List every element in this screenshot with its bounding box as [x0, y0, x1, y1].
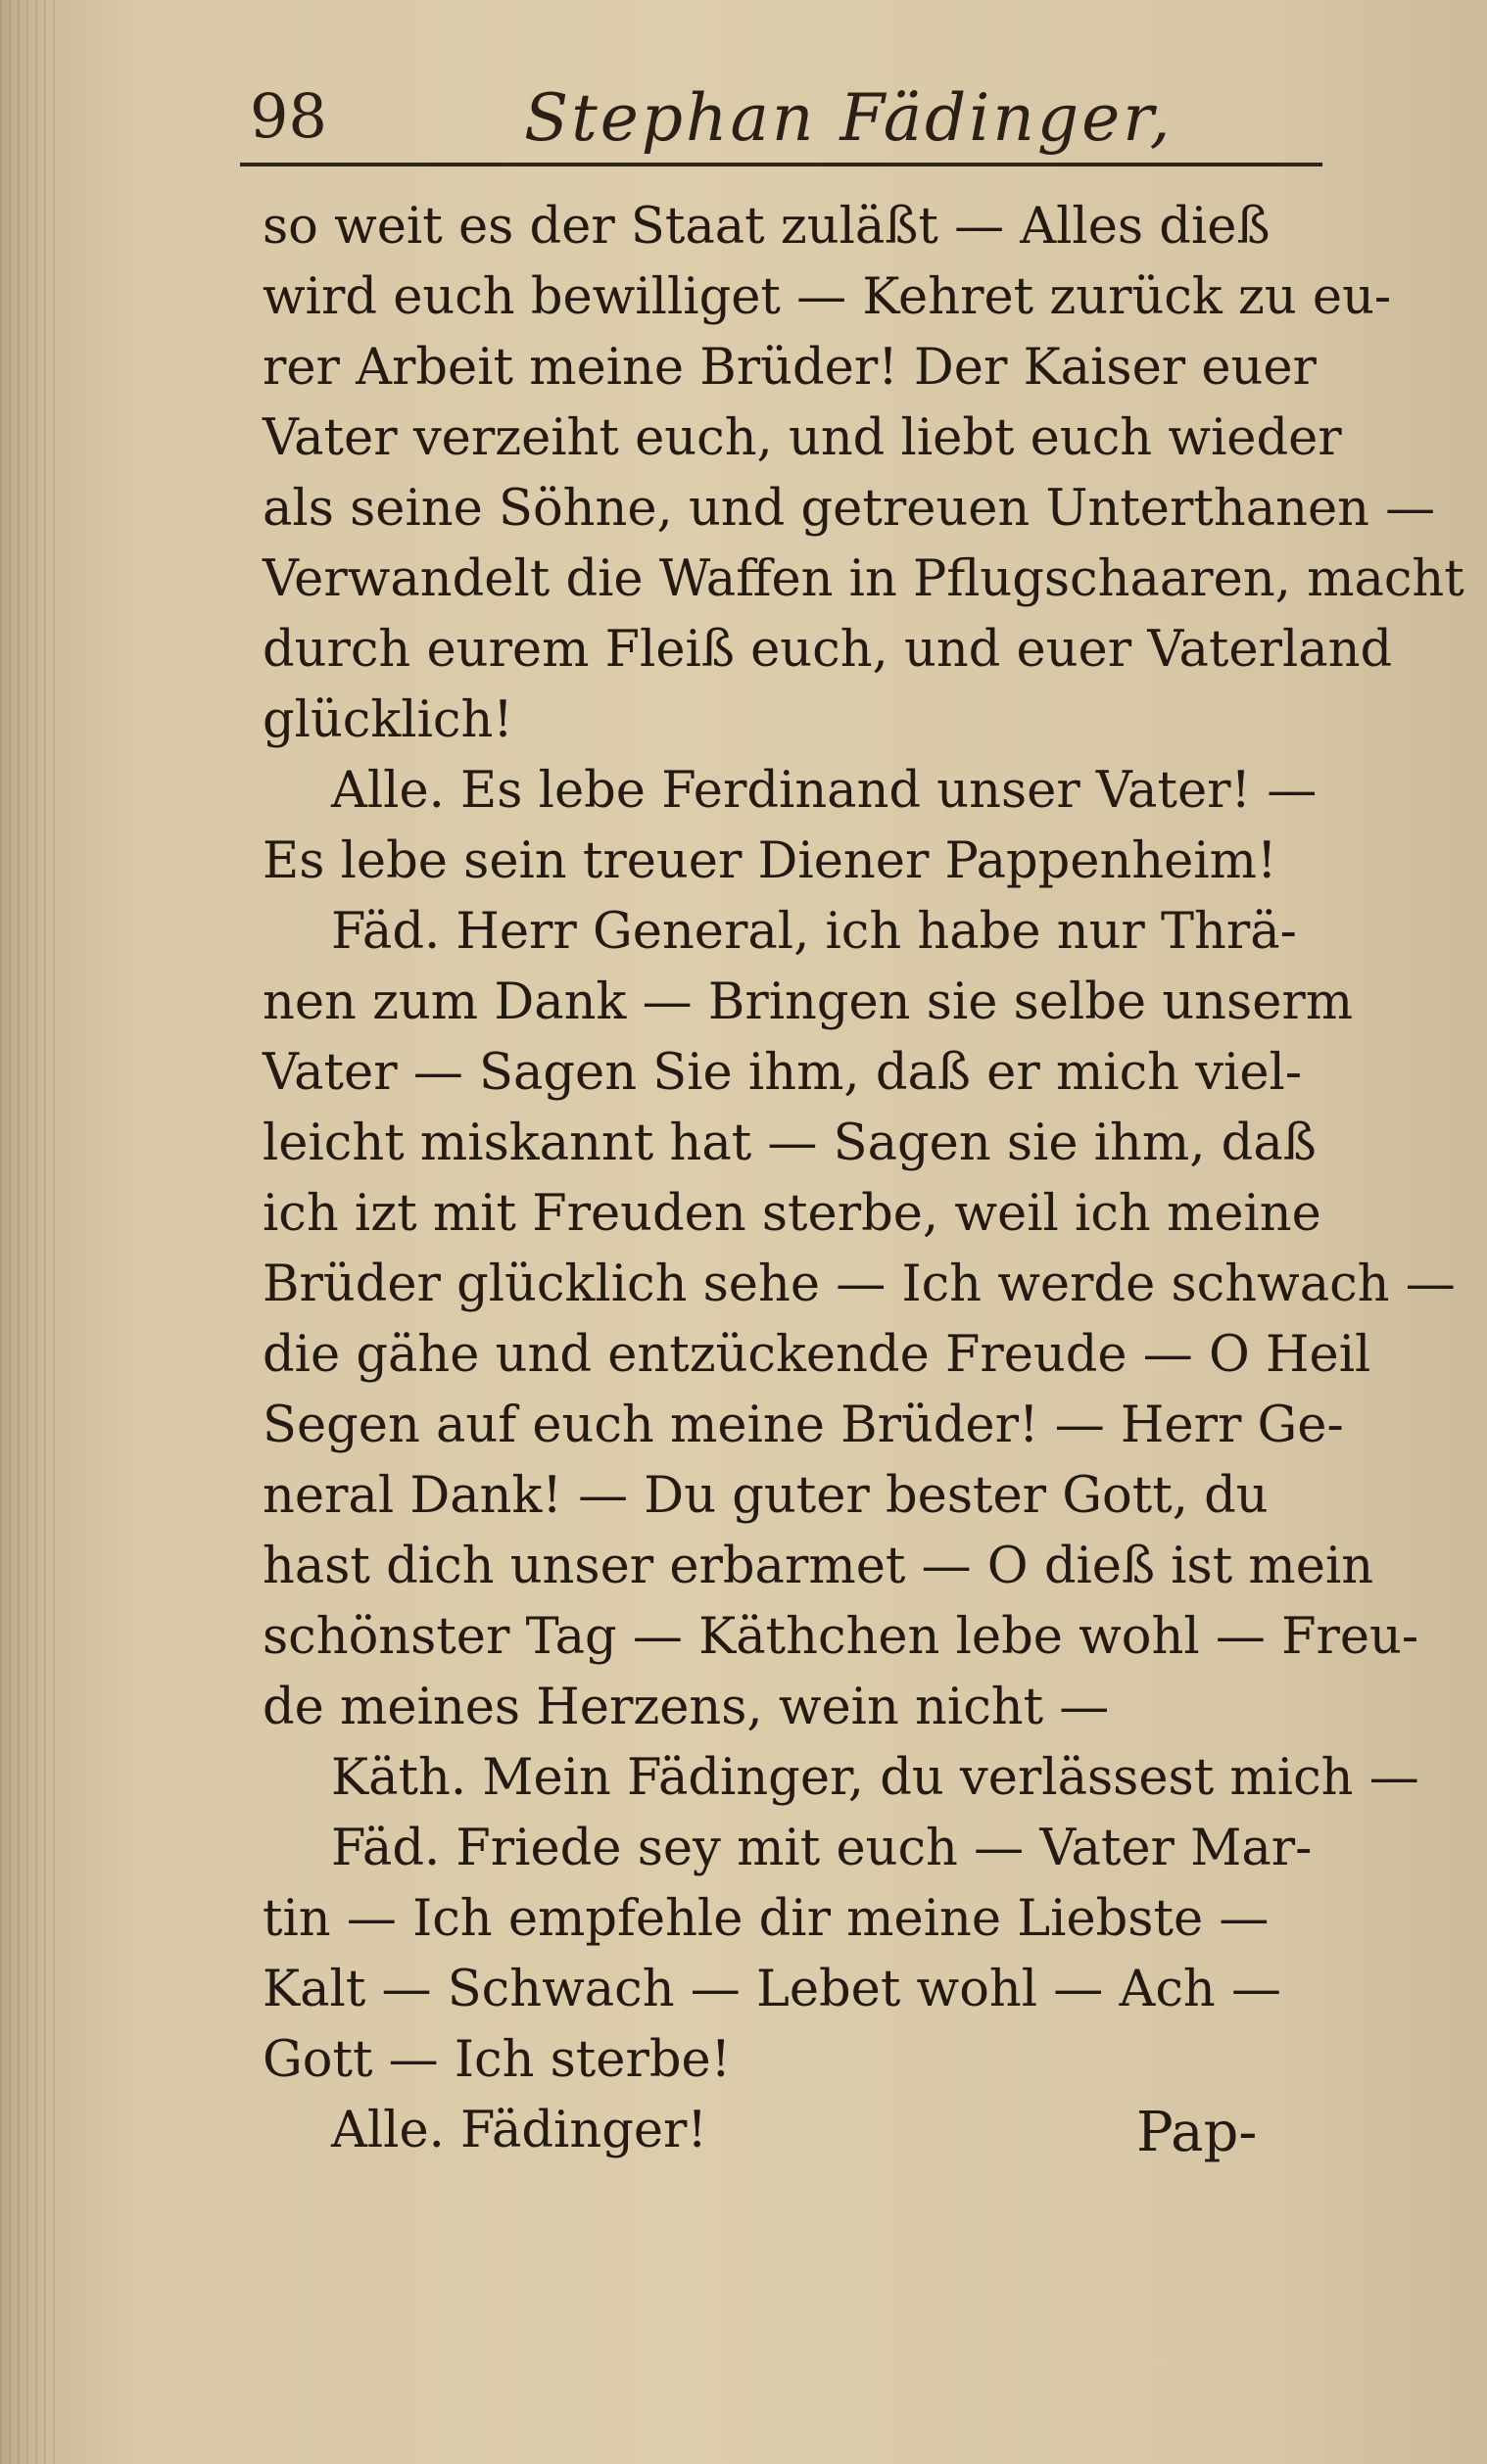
catchword: Pap- — [1136, 2101, 1258, 2164]
text-line: so weit es der Staat zuläßt — Alles dieß — [263, 198, 1271, 256]
text-line: Kalt — Schwach — Lebet wohl — Ach — — [263, 1961, 1281, 2018]
text-line: neral Dank! — Du guter bester Gott, du — [263, 1467, 1269, 1525]
speaker-line: Alle. Fädinger! — [331, 2102, 707, 2159]
text-line: Gott — Ich sterbe! — [263, 2031, 732, 2089]
text-line: Vater — Sagen Sie ihm, daß er mich viel- — [263, 1044, 1303, 1102]
header-rule — [240, 163, 1322, 166]
text-line: nen zum Dank — Bringen sie selbe unserm — [263, 973, 1354, 1031]
running-head: Stephan Fädinger, — [524, 80, 1174, 156]
text-line: durch eurem Fleiß euch, und euer Vaterland — [263, 621, 1393, 679]
text-line: als seine Söhne, und getreuen Unterthanen — — [263, 480, 1436, 538]
page-header — [250, 59, 1322, 166]
text-line: Brüder glücklich sehe — Ich werde schwach — — [263, 1256, 1456, 1313]
text-line: ich izt mit Freuden sterbe, weil ich meine — [263, 1185, 1321, 1243]
text-line: Verwandelt die Waffen in Pflugschaaren, macht — [263, 550, 1464, 608]
text-line: schönster Tag — Käthchen lebe wohl — Freu- — [263, 1608, 1419, 1666]
text-line: Segen auf euch meine Brüder! — Herr Ge- — [263, 1397, 1344, 1454]
text-line: hast dich unser erbarmet — O dieß ist mein — [263, 1538, 1374, 1595]
text-line: de meines Herzens, wein nicht — — [263, 1679, 1110, 1736]
text-line: glücklich! — [263, 691, 513, 749]
text-line: die gähe und entzückende Freude — O Heil — [263, 1326, 1371, 1384]
speaker-line: Käth. Mein Fädinger, du verlässest mich — — [331, 1749, 1419, 1807]
body-text — [263, 192, 1464, 2166]
text-line: wird euch bewilliget — Kehret zurück zu eu- — [263, 268, 1392, 326]
text-line: leicht miskannt hat — Sagen sie ihm, daß — [263, 1114, 1317, 1172]
text-line: Es lebe sein treuer Diener Pappenheim! — [263, 832, 1277, 890]
speaker-line: Fäd. Friede sey mit euch — Vater Mar- — [331, 1820, 1313, 1877]
text-line: tin — Ich empfehle dir meine Liebste — — [263, 1890, 1270, 1948]
speaker-line: Alle. Es lebe Ferdinand unser Vater! — — [331, 762, 1318, 820]
speaker-line: Fäd. Herr General, ich habe nur Thrä- — [331, 903, 1297, 961]
text-line: Vater verzeiht euch, und liebt euch wieder — [263, 409, 1342, 467]
page-gutter — [0, 0, 59, 2464]
text-line: rer Arbeit meine Brüder! Der Kaiser euer — [263, 339, 1317, 397]
page-number: 98 — [250, 80, 327, 152]
